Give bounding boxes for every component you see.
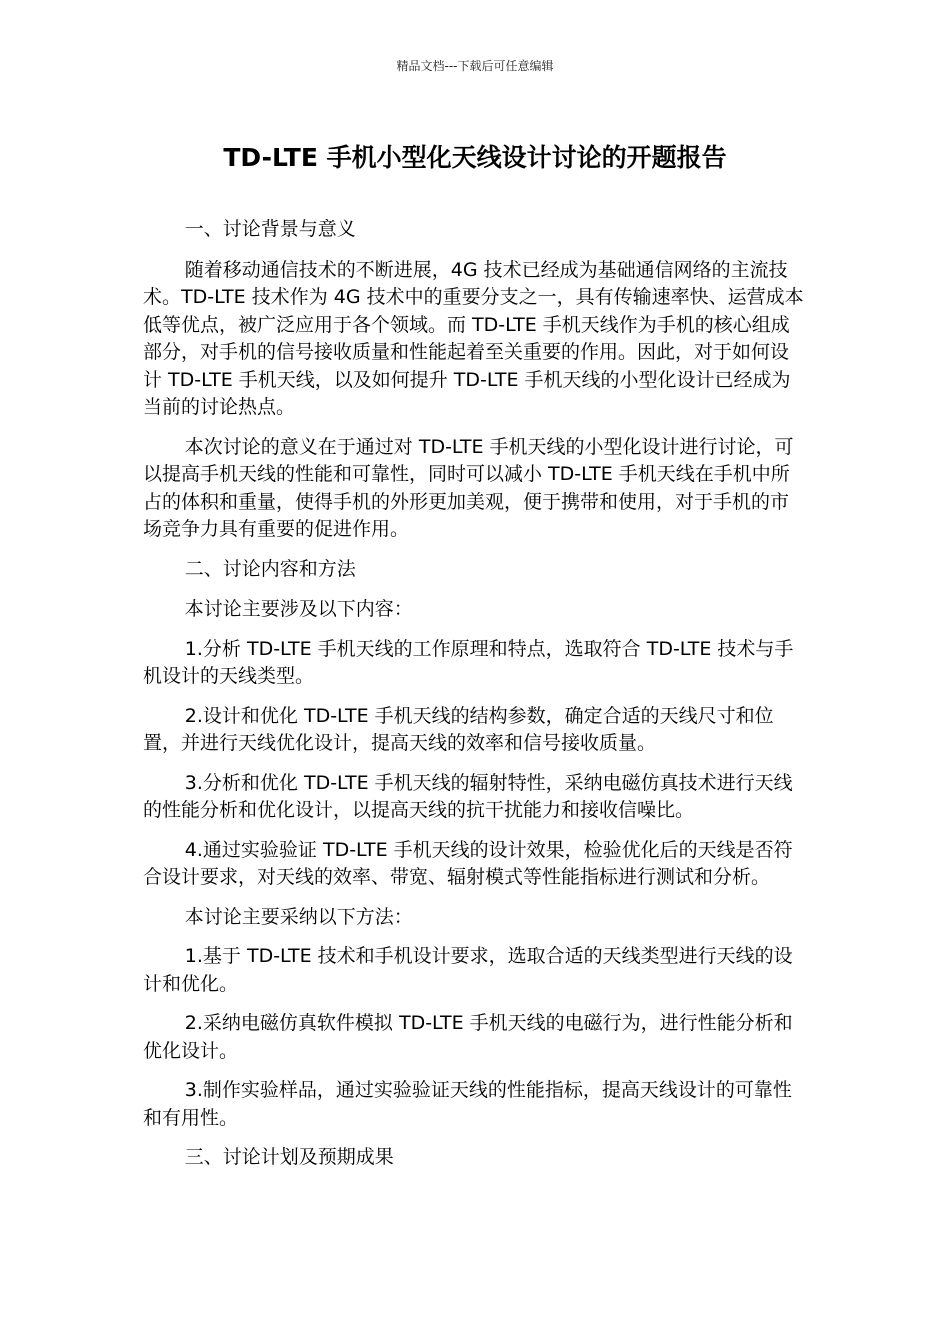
content-item-2: 2.设计和优化 TD-LTE 手机天线的结构参数，确定合适的天线尺寸和位置，并进行天线优化设计，提高天线的效率和信号接收质量。 xyxy=(143,704,774,754)
paragraph-significance: 本次讨论的意义在于通过对 TD-LTE 手机天线的小型化设计进行讨论，可以提高手机天线的性能和可靠性，同时可以减小 TD-LTE 手机天线在手机中所占的体积和重量，使得手机的外形更加美观，便于携带和使用，对于手机的市场竞争力具有重要的促进作用。 xyxy=(143,435,794,540)
page-header-note: 精品文档---下载后可任意编辑 xyxy=(396,59,554,73)
paragraph-methods-intro: 本讨论主要采纳以下方法： xyxy=(184,905,413,928)
content-item-3: 3.分析和优化 TD-LTE 手机天线的辐射特性，采纳电磁仿真技术进行天线的性能分析和优化设计，以提高天线的抗干扰能力和接收信噪比。 xyxy=(143,771,793,821)
paragraph-content-intro: 本讨论主要涉及以下内容： xyxy=(184,598,413,620)
section-heading-content-methods: 二、讨论内容和方法 xyxy=(184,557,356,580)
method-item-2: 2.采纳电磁仿真软件模拟 TD-LTE 手机天线的电磁行为，进行性能分析和优化设计。 xyxy=(143,1012,793,1062)
method-item-3: 3.制作实验样品，通过实验验证天线的性能指标，提高天线设计的可靠性和有用性。 xyxy=(143,1079,792,1129)
content-item-4: 4.通过实验验证 TD-LTE 手机天线的设计效果，检验优化后的天线是否符合设计要求，对天线的效率、带宽、辐射模式等性能指标进行测试和分析。 xyxy=(143,838,793,888)
content-item-1: 1.分析 TD-LTE 手机天线的工作原理和特点，选取符合 TD-LTE 技术与手机设计的天线类型。 xyxy=(143,637,794,687)
section-heading-plan-outcomes: 三、讨论计划及预期成果 xyxy=(184,1146,394,1168)
document-title: TD-LTE 手机小型化天线设计讨论的开题报告 xyxy=(223,143,727,172)
method-item-1: 1.基于 TD-LTE 技术和手机设计要求，选取合适的天线类型进行天线的设计和优化。 xyxy=(143,945,793,995)
document-body xyxy=(143,216,807,1185)
paragraph-background: 随着移动通信技术的不断进展，4G 技术已经成为基础通信网络的主流技术。TD-LTE 技术作为 4G 技术中的重要分支之一，具有传输速率快、运营成本低等优点，被广泛应用于各个领域。而 TD-LTE 手机天线作为手机的核心组成部分，对手机的信号接收质量和性能起着至关重要的作用。因此，对于如何设计 TD-LTE 手机天线，以及如何提升 TD-LTE 手机天线的小型化设计已经成为当前的讨论热点。 xyxy=(143,258,804,418)
section-heading-background: 一、讨论背景与意义 xyxy=(184,218,356,240)
